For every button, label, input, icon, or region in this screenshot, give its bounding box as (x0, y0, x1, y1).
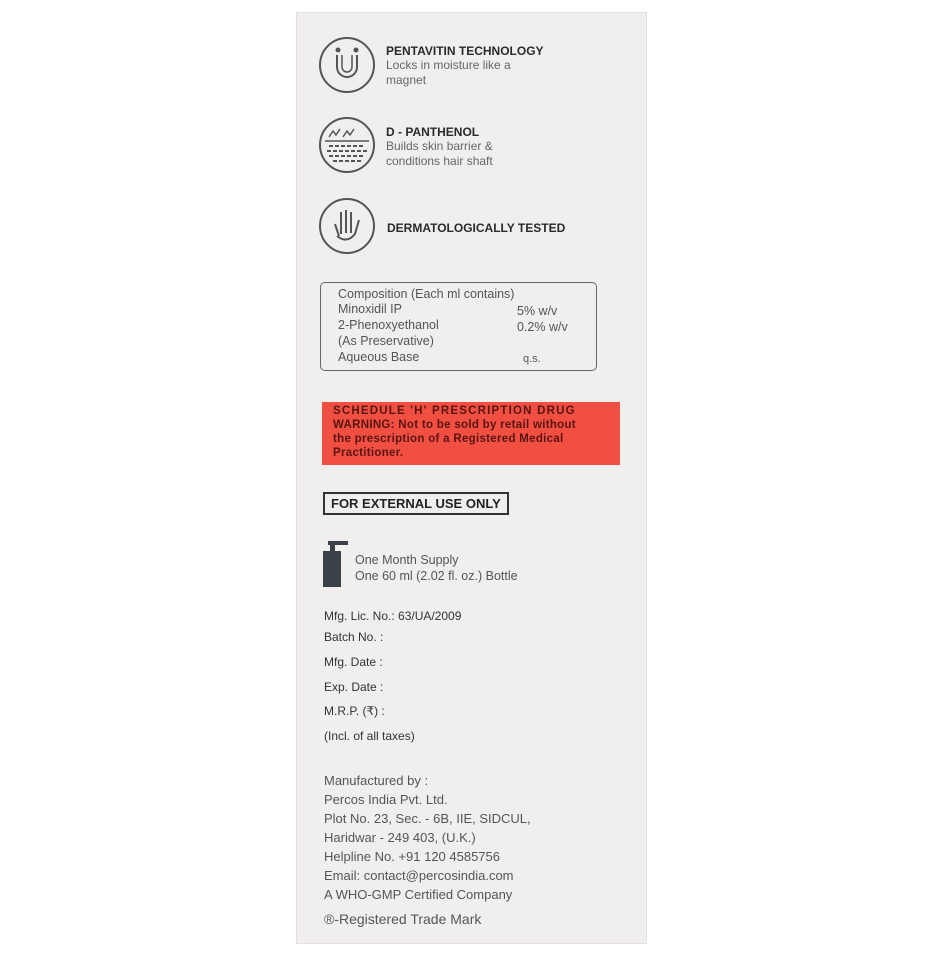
feature-title: PENTAVITIN TECHNOLOGY (386, 44, 544, 58)
composition-value: q.s. (523, 353, 541, 365)
batch-no: Batch No. : (324, 630, 384, 644)
prescription-warning: SCHEDULE 'H' PRESCRIPTION DRUG WARNING: Not to be sold by retail without the prescription of a Registered Medical Practitioner. (322, 402, 620, 465)
bottle-icon (322, 541, 350, 592)
composition-value: 0.2% w/v (517, 320, 568, 334)
composition-value: 5% w/v (517, 304, 558, 318)
magnet-icon (319, 37, 375, 93)
tax-note: (Incl. of all taxes) (324, 729, 415, 743)
hand-icon (319, 198, 375, 254)
feature-title: D - PANTHENOL (386, 125, 480, 139)
exp-date: Exp. Date : (324, 680, 384, 694)
trademark-note: ®-Registered Trade Mark (324, 911, 482, 927)
feature-desc: Locks in moisture like a magnet (386, 58, 511, 87)
mrp: M.R.P. (₹) : (324, 704, 385, 718)
composition-item: Minoxidil IP (338, 302, 402, 316)
composition-heading: Composition (Each ml contains) (338, 287, 515, 301)
feature-desc: Builds skin barrier & conditions hair shaft (386, 139, 493, 168)
external-use-badge: FOR EXTERNAL USE ONLY (323, 492, 509, 515)
composition-item: (As Preservative) (338, 334, 434, 348)
composition-item: Aqueous Base (338, 350, 420, 364)
composition-item: 2-Phenoxyethanol (338, 318, 439, 332)
mfg-date: Mfg. Date : (324, 655, 383, 669)
supply-line: One 60 ml (2.02 fl. oz.) Bottle (355, 569, 518, 583)
skin-layer-icon (319, 117, 375, 173)
manufacturer-block: Manufactured by : Percos India Pvt. Ltd. Plot No. 23, Sec. - 6B, IIE, SIDCUL, Haridwar - 249 403, (U.K.) Helpline No. +91 120 4585756 Email: contact@percosindia.com A WHO-GMP Certified Company (324, 773, 531, 902)
feature-title: DERMATOLOGICALLY TESTED (387, 221, 566, 235)
supply-line: One Month Supply (355, 553, 459, 567)
composition-box (320, 282, 597, 371)
mfg-lic-no: Mfg. Lic. No.: 63/UA/2009 (324, 609, 462, 623)
